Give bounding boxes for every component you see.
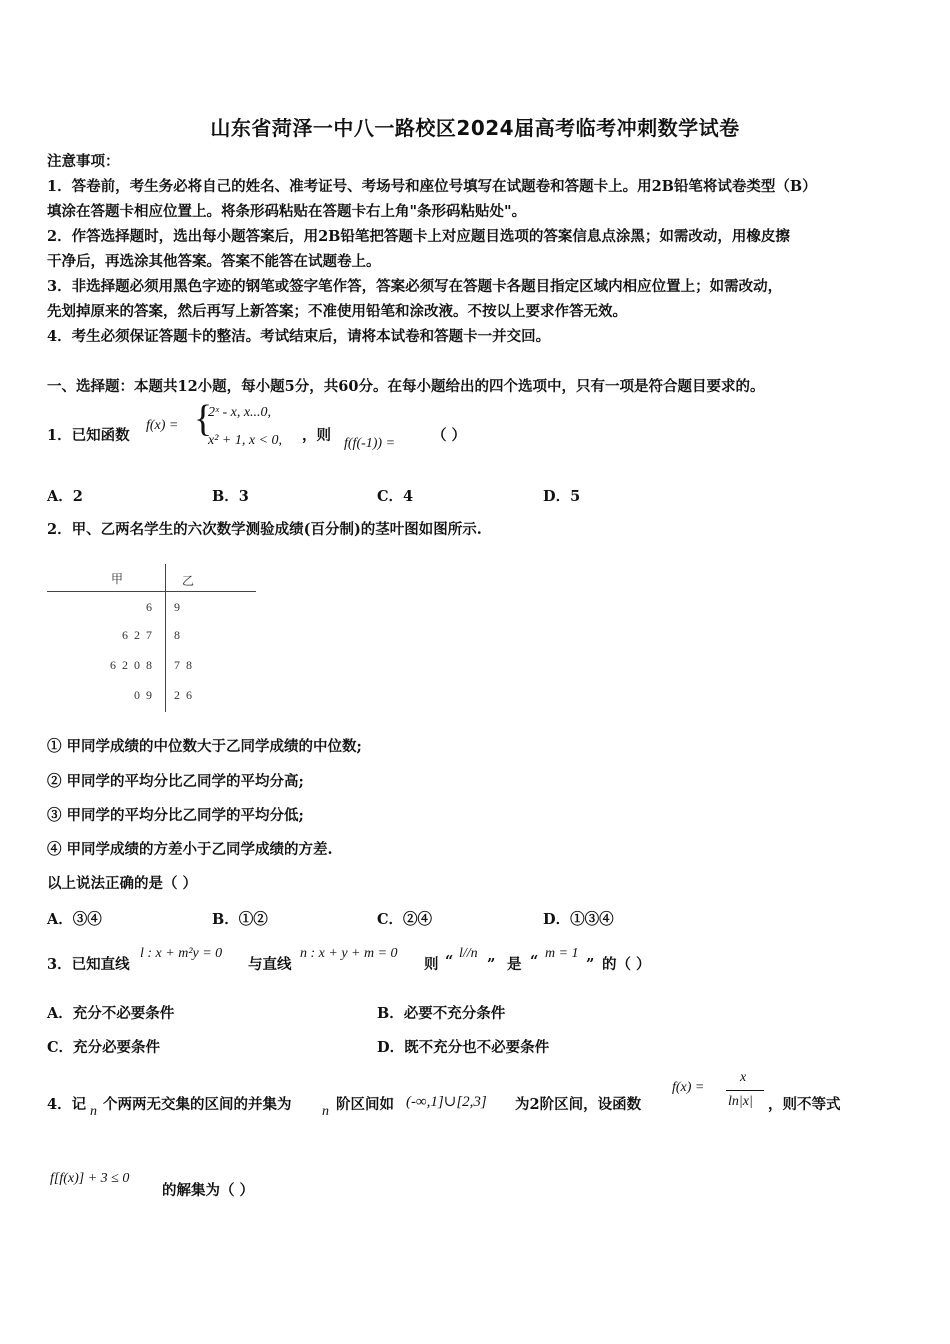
- leaf-left: 0: [134, 688, 140, 702]
- q2-option-c[interactable]: C．②④: [377, 911, 433, 928]
- q1-expr: f(f(-1)) =: [344, 436, 396, 451]
- q2-option-b[interactable]: B．①②: [212, 911, 268, 928]
- q3-quote: ”: [487, 956, 496, 973]
- q1-option-c[interactable]: C．4: [377, 488, 414, 505]
- q4-denominator: ln|x|: [728, 1094, 753, 1109]
- q3-quote: ”: [586, 956, 595, 973]
- leaf-right: 8: [174, 628, 180, 642]
- q4-numerator: x: [740, 1070, 747, 1085]
- notice-line: 干净后，再选涂其他答案。答案不能答在试题卷上。: [47, 253, 381, 270]
- q1-paren: （ ）: [432, 427, 467, 444]
- q3-end: 的（ ）: [602, 956, 651, 973]
- q2-statement-1: ① 甲同学成绩的中位数大于乙同学成绩的中位数;: [47, 738, 362, 755]
- q4-n: n: [90, 1104, 97, 1119]
- leaf-right: 2 6: [174, 688, 192, 702]
- q3-option-d[interactable]: D．既不充分也不必要条件: [377, 1039, 550, 1056]
- q3-m-equals-1: m = 1: [545, 946, 579, 961]
- q4-text: 的解集为（ ）: [162, 1182, 255, 1199]
- q2-statement-3: ③ 甲同学的平均分比乙同学的平均分低;: [47, 807, 304, 824]
- q1-prefix: 1．已知函数: [47, 427, 130, 444]
- stem-leaf-plot: [40, 560, 270, 715]
- q2-option-a[interactable]: A．③④: [47, 911, 102, 928]
- notice-line: 1．答卷前，考生务必将自己的姓名、准考证号、考场号和座位号填写在试题卷和答题卡上。用2B铅笔将试卷类型（B）: [47, 178, 817, 195]
- q1-fx: f(x) =: [146, 418, 179, 433]
- q2-statement-4: ④ 甲同学成绩的方差小于乙同学成绩的方差.: [47, 841, 333, 858]
- exam-title: 山东省菏泽一中八一路校区2024届高考临考冲刺数学试卷: [210, 116, 740, 140]
- leaf-right: 9: [174, 600, 180, 614]
- q4-text: 个两两无交集的区间的并集为: [103, 1096, 292, 1113]
- q3-option-a[interactable]: A．充分不必要条件: [47, 1005, 175, 1022]
- q3-prefix: 3．已知直线: [47, 956, 130, 973]
- q1-option-d[interactable]: D．5: [543, 488, 581, 505]
- notice-line: 先划掉原来的答案，然后再写上新答案；不准使用铅笔和涂改液。不按以上要求作答无效。: [47, 303, 627, 320]
- stem-value: 6: [146, 600, 152, 614]
- notice-line: 填涂在答题卡相应位置上。将条形码粘贴在答题卡右上角"条形码粘贴处"。: [47, 203, 527, 220]
- q1-mid: ，则: [302, 427, 331, 444]
- q3-quote: “: [445, 953, 454, 970]
- q3-parallel: l//n: [459, 946, 478, 961]
- q4-n: n: [322, 1104, 329, 1119]
- q1-brace: {: [194, 398, 213, 440]
- q3-option-b[interactable]: B．必要不充分条件: [377, 1005, 506, 1022]
- leaf-left: 6 2: [122, 628, 140, 642]
- q2-question: 以上说法正确的是（ ）: [47, 875, 198, 892]
- header-yi: 乙: [182, 574, 195, 588]
- notice-line: 2．作答选择题时，选出每小题答案后，用2B铅笔把答题卡上对应题目选项的答案信息点涂黑；如需改动，用橡皮擦: [47, 228, 790, 245]
- section-heading: 一、选择题：本题共12小题，每小题5分，共60分。在每小题给出的四个选项中，只有一项是符合题目要求的。: [47, 378, 765, 395]
- notice-heading: 注意事项：: [47, 153, 120, 170]
- q1-case1: 2ˣ - x, x...0,: [208, 405, 272, 420]
- q1-option-a[interactable]: A．2: [47, 488, 83, 505]
- q2-statement-2: ② 甲同学的平均分比乙同学的平均分高;: [47, 773, 304, 790]
- stem-value: 9: [146, 688, 152, 702]
- leaf-left: 6 2 0: [110, 658, 140, 672]
- q2-option-d[interactable]: D．①③④: [543, 911, 614, 928]
- header-jia: 甲: [111, 572, 124, 586]
- q1-option-b[interactable]: B．3: [212, 488, 249, 505]
- q4-text: 为2阶区间，设函数: [515, 1096, 642, 1113]
- q3-quote: “: [530, 953, 539, 970]
- q4-prefix: 4．记: [47, 1096, 87, 1113]
- notice-line: 4．考生必须保证答题卡的整洁。考试结束后，请将本试卷和答题卡一并交回。: [47, 328, 551, 345]
- q4-inequality: f[f(x)] + 3 ≤ 0: [50, 1171, 130, 1186]
- q4-fx: f(x) =: [672, 1080, 705, 1095]
- q3-is: 是: [507, 956, 522, 973]
- q4-text: 阶区间如: [336, 1096, 394, 1113]
- q3-line-l: l : x + m²y = 0: [140, 946, 223, 961]
- q4-fraction-bar: [726, 1090, 764, 1091]
- q1-case2: x² + 1, x < 0,: [208, 433, 283, 448]
- q4-interval: (-∞,1]∪[2,3]: [406, 1094, 487, 1110]
- plot-vertical-line: [165, 564, 166, 712]
- stem-value: 8: [146, 658, 152, 672]
- q3-mid1: 与直线: [248, 956, 292, 973]
- leaf-right: 7 8: [174, 658, 192, 672]
- q3-mid2: 则: [424, 956, 439, 973]
- stem-value: 7: [146, 628, 152, 642]
- q4-text: ，则不等式: [768, 1096, 841, 1113]
- q3-line-n: n : x + y + m = 0: [300, 946, 398, 961]
- q2-stem: 2．甲、乙两名学生的六次数学测验成绩(百分制)的茎叶图如图所示.: [47, 521, 482, 538]
- notice-line: 3．非选择题必须用黑色字迹的钢笔或签字笔作答，答案必须写在答题卡各题目指定区域内相应位置上；如需改动，: [47, 278, 783, 295]
- plot-horizontal-line: [47, 591, 256, 592]
- q3-option-c[interactable]: C．充分必要条件: [47, 1039, 161, 1056]
